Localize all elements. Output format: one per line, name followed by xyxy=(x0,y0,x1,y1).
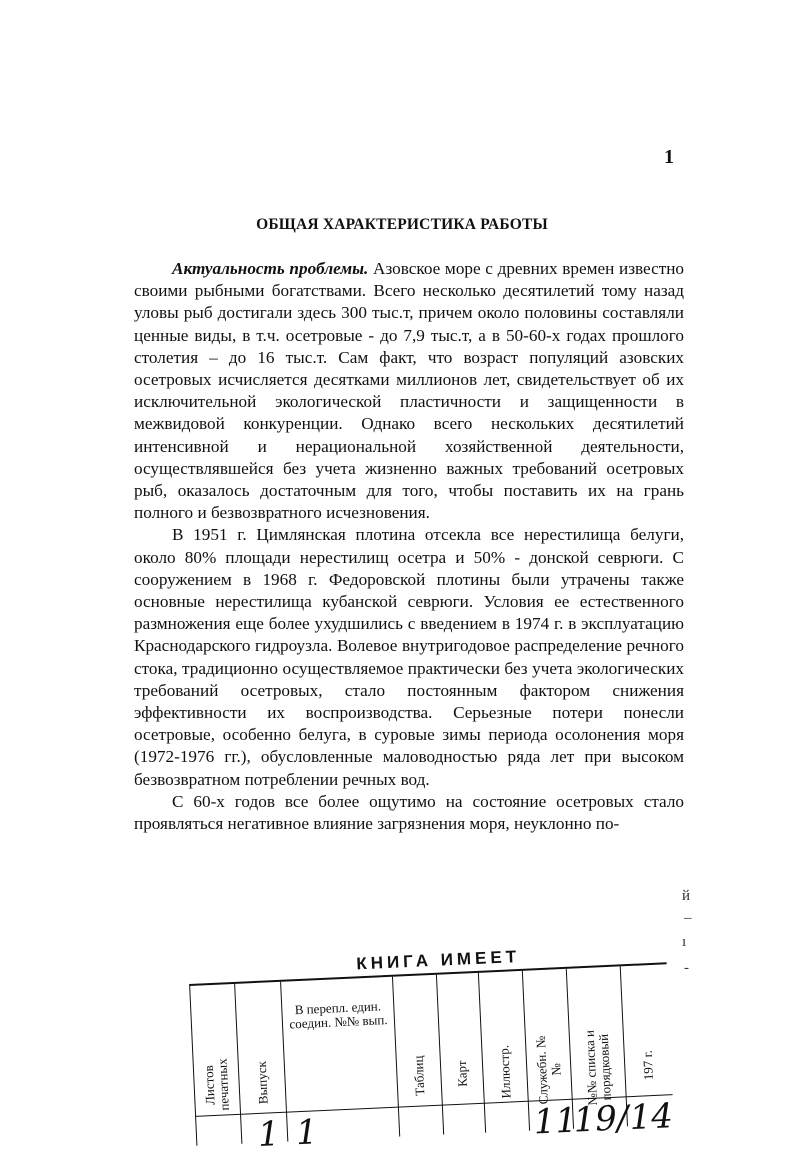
margin-mark: – xyxy=(684,910,692,926)
paragraph-2: В 1951 г. Цимлянская плотина отсекла все нерестилища белуги, около 80% площади нерестилищ осетра и 50% - донской севрюги. С сооружением в 1968 г. Федоровской плотины были утрачены также основные нерестилища кубанской севрюги. Условия ее естественного размножения еще более ухудшились с введением в 1974 г. в эксплуатацию Краснодарского гидроузла. Волевое внутригодовое распределение речного стока, традиционно осуществляемое практически без учета экологических требований осетровых, стало постоянным фактором снижения эффективности их воспроизводства. Серьезные потери понесли осетровые, особенно белуга, в суровые зимы периода осолонения моря (1972-1976 гг.), обусловленные маловодностью ряда лет при высоком безвозвратном потреблении речных вод. xyxy=(134,525,684,789)
stamp-col-year xyxy=(621,964,674,1139)
paragraph-1-text: Азовское море с древних времен известно своими рыбными богатствами. Всего несколько десятилетий тому назад уловы рыб достигали здесь 300 тыс.т, причем около половины составляли ценные виды, в т.ч. осетровые - до 7,9 тыс.т, а в 50-60-х годах прошлого столетия – до 16 тыс.т. Сам факт, что возраст популяций азовских осетровых исчисляется десятками миллионов лет, свидетельствует об их исключительной экологической пластичности и защищенности в межвидовой конкуренции. Однако всего нескольких десятилетий интенсивной и нерациональной хозяйственной деятельности, осуществлявшейся без учета жизненно важных требований осетровых рыб, оказалось достаточным для того, чтобы поставить их на грань полного и безвозвратного исчезновения. xyxy=(134,259,684,523)
paragraph-lead: Актуальность проблемы. xyxy=(172,259,369,278)
stamp-col-bound xyxy=(281,977,400,1154)
margin-mark: ı xyxy=(682,934,687,950)
paragraph-3: С 60-х годов все более ощутимо на состояние осетровых стало проявляться негативное влияние загрязнения моря, неуклонно по- xyxy=(134,791,684,834)
stamp-grid xyxy=(189,962,674,1155)
stamp-col-service xyxy=(523,969,578,1143)
stamp-label-service: Служебн. №№ xyxy=(532,1035,564,1105)
margin-mark: й xyxy=(682,888,691,904)
stamp-col-sheets xyxy=(189,984,242,1146)
handwritten-issue: 1 xyxy=(257,1114,281,1155)
stamp-label-list: №№ списка и порядковый xyxy=(581,1029,614,1106)
stamp-label-bound: В перепл. един. соедин. №№ вып. xyxy=(289,998,388,1032)
library-stamp xyxy=(188,938,674,1155)
handwritten-service: 11 xyxy=(532,1100,578,1143)
section-title: ОБЩАЯ ХАРАКТЕРИСТИКА РАБОТЫ xyxy=(256,216,548,233)
stamp-label-illustr: Иллюстр. xyxy=(495,1044,514,1099)
body-text xyxy=(134,258,684,834)
stamp-title: КНИГА ИМЕЕТ xyxy=(355,946,521,974)
page-number: 1 xyxy=(664,146,676,168)
stamp-label-maps: Карт xyxy=(453,1060,470,1088)
stamp-label-issue: Выпуск xyxy=(253,1060,271,1105)
stamp-label-sheets: Листов печатных xyxy=(200,1058,232,1111)
stamp-label-year: 197 г. xyxy=(639,1049,656,1081)
stamp-col-maps xyxy=(437,973,486,1135)
stamp-col-tables xyxy=(393,975,444,1137)
handwritten-bound: 1 xyxy=(295,1112,319,1154)
stamp-col-list xyxy=(567,966,630,1141)
stamp-col-issue xyxy=(235,982,288,1155)
handwritten-year: 14 xyxy=(628,1096,674,1139)
stamp-label-tables: Таблиц xyxy=(410,1055,427,1097)
margin-mark: - xyxy=(684,960,689,976)
stamp-col-illustr xyxy=(479,971,530,1133)
paragraph-1 xyxy=(134,258,684,524)
handwritten-list: 19/ xyxy=(572,1098,630,1141)
